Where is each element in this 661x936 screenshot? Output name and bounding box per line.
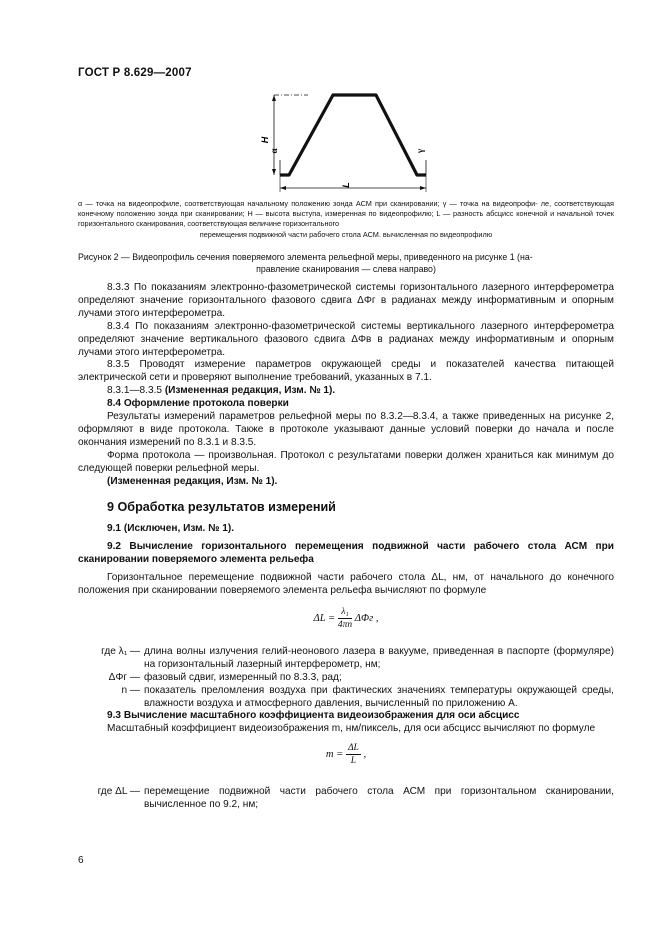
def-value: длина волны излучения гелий-неонового лазера в вакууме, приведенная в паспорте (формуляре) на горизонтальный лазерный интерферометр, нм; — [144, 645, 614, 670]
def-value: перемещение подвижной части рабочего стола АСМ при горизонтальном сканировании, вычисленное по 9.2, нм; — [144, 786, 614, 811]
def-key: ΔΦг — — [108, 671, 140, 683]
formula2-rhs: , — [363, 749, 367, 761]
paragraph-8-4-a: Результаты измерений параметров рельефной меры по 8.3.2—8.3.4, а также приведенных на рисунке 2, оформляют в виде протокола. Также в протоколе указывают данные условий поверки до начала и после окончания измерений по 8.3.1 и 8.3.5. — [78, 411, 614, 448]
legend-line-3: L — разность абсцисс конечной и начальной точек горизонтального сканирования, соответствующая величине горизонтального — [78, 209, 614, 229]
def-key: где λ₁ — — [101, 645, 140, 657]
paragraph-9-2: Горизонтальное перемещение подвижной части рабочего стола ΔL, нм, от начального до конечного положения при сканировании поверяемого элемента рельефа вычисляют по формуле — [78, 572, 614, 597]
formula-delta-l — [78, 606, 614, 642]
paragraph-8-3-3: 8.3.3 По показаниям электронно-фазометрической системы горизонтального лазерного интерферометра определяют значение горизонтального фазового сдвига ΔΦг в радианах между информативным и опорным лучами этого интерферометра. — [78, 282, 614, 319]
videoprofile-figure — [260, 88, 440, 198]
document-body — [78, 282, 614, 812]
formula2-definitions — [78, 786, 614, 812]
heading-9-1: 9.1 (Исключен, Изм. № 1). — [107, 523, 234, 535]
heading-8-4: 8.4 Оформление протокола поверки — [107, 398, 289, 410]
caption-line-2: правление сканирования — слева направо) — [256, 264, 436, 274]
formula1-fraction — [338, 606, 352, 631]
def-value: фазовый сдвиг, измеренный по 8.3.3, рад; — [144, 671, 342, 683]
paragraph-8-4-b: Форма протокола — произвольная. Протокол с результатами поверки должен храниться как минимум до следующей поверки рельефной меры. — [78, 449, 614, 474]
label-alpha: α — [269, 148, 279, 154]
legend-line-4: перемещения подвижной части рабочего стола АСМ. вычисленная по видеопрофилю — [199, 229, 493, 239]
label-L: L — [341, 182, 351, 188]
def-key: n — — [121, 684, 140, 696]
paragraph-8-3-1-amend — [78, 385, 614, 398]
paragraph-8-3-4: 8.3.4 По показаниям электронно-фазометрической системы вертикального лазерного интерферометра определяют значение вертикального фазового сдвига ΔΦв в радианах между информативным и опорным лучами этого интерферометра. — [78, 320, 614, 358]
amend-note: (Измененная редакция, Изм. № 1). — [164, 385, 336, 397]
legend-line-1: α — точка на видеопрофиле, соответствующая начальному положению зонда АСМ при сканировании; γ — точка на видеопрофи- — [78, 199, 538, 208]
document-header: ГОСТ Р 8.629—2007 — [78, 67, 192, 79]
formula-scale-m — [78, 742, 614, 780]
page-number: 6 — [78, 855, 84, 866]
formula2-numerator: ΔL — [347, 743, 359, 754]
formula2-denominator: L — [350, 756, 357, 767]
caption-line-1: Рисунок 2 — Видеопрофиль сечения поверяемого элемента рельефной меры, приведенного на рисунке 1 (на- — [78, 252, 533, 262]
paragraph-8-4-amend: (Измененная редакция, Изм. № 1). — [107, 475, 278, 487]
label-gamma: γ — [415, 148, 425, 154]
legend-line-2: ле, соответствующая конечному положению зонда при сканировании; H — высота выступа, измеренная по видеопрофилю; — [78, 199, 614, 219]
formula1-denominator: 4πn — [337, 619, 353, 630]
def-value: показатель преломления воздуха при фактических значениях температуры окружающей среды, влажности воздуха и атмосферного давления, вычисленный по приложению А. — [144, 684, 614, 709]
paragraph-8-3-5: 8.3.5 Проводят измерение параметров окружающей среды и показателей качества питающей электрической сети и проверяют выполнение требований, указанных в 7.1. — [78, 359, 614, 384]
amend-range: 8.3.1—8.3.5 — [107, 385, 165, 397]
formula1-numerator: λ₁ — [338, 606, 352, 619]
formula1-lhs: ΔL = — [313, 612, 336, 624]
formula1-rhs: ΔΦг , — [354, 612, 379, 624]
heading-9-3: 9.3 Вычисление масштабного коэффициента видеоизображения для оси абсцисс — [107, 710, 520, 722]
paragraph-9-3: Масштабный коэффициент видеоизображения m, нм/пиксель, для оси абсцисс вычисляют по формуле — [107, 723, 596, 735]
label-H: H — [260, 136, 270, 144]
profile-line — [280, 95, 426, 175]
formula1-definitions — [78, 646, 614, 711]
formula2-lhs: m = — [325, 749, 344, 761]
def-key: где ΔL — — [97, 786, 140, 798]
heading-9-2: 9.2 Вычисление горизонтального перемещения подвижной части рабочего стола АСМ при сканировании поверяемого элемента рельефа — [78, 541, 614, 566]
figure-caption — [78, 251, 614, 275]
figure-legend — [78, 199, 614, 240]
heading-section-9: 9 Обработка результатов измерений — [107, 499, 336, 514]
formula2-fraction — [346, 742, 361, 767]
